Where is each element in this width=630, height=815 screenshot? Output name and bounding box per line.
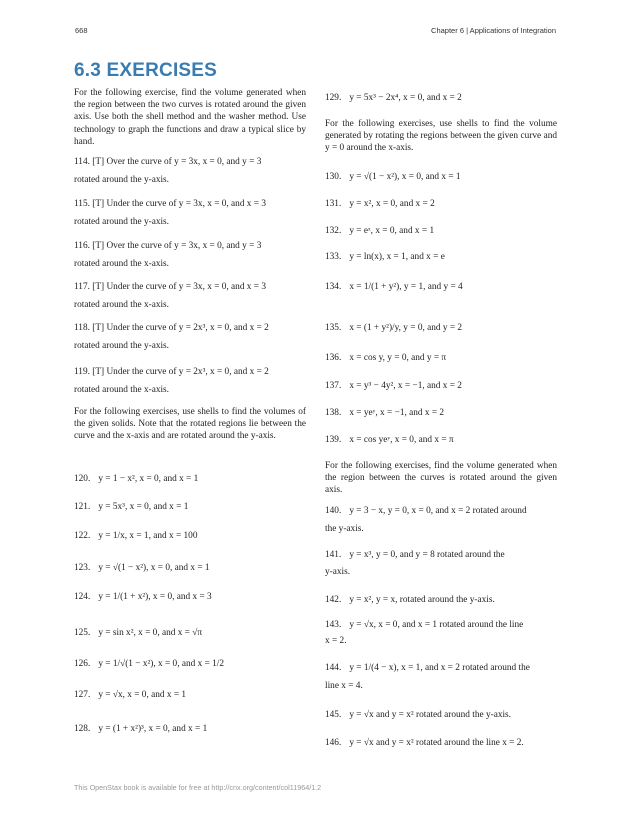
exercise-text: [T] Under the curve of y = 2x³, x = 0, and x = 2	[92, 367, 269, 377]
exercise-number: 136.	[325, 353, 342, 363]
exercise-continuation: rotated around the x-axis.	[74, 385, 170, 396]
exercise-continuation: line x = 4.	[325, 681, 363, 692]
exercise-text: [T] Over the curve of y = 3x, x = 0, and y = 3	[92, 157, 262, 167]
exercise-number: 146.	[325, 738, 342, 748]
exercise-text: y = eˣ, x = 0, and x = 1	[349, 226, 435, 236]
page-number: 668	[75, 26, 88, 35]
exercise-text: y = x², x = 0, and x = 2	[349, 199, 435, 209]
exercise-continuation: rotated around the x-axis.	[74, 300, 170, 311]
exercise-number: 124.	[74, 592, 91, 602]
instructions-paragraph: For the following exercises, find the volume generated when the region between the curves is rotated around the given axis.	[325, 461, 557, 496]
exercise-number: 123.	[74, 563, 91, 573]
exercise-continuation: rotated around the y-axis.	[74, 341, 170, 352]
exercise-text: y = 5x³ − 2x⁴, x = 0, and x = 2	[349, 93, 462, 103]
exercise-continuation: y-axis.	[325, 567, 351, 578]
exercise-127	[74, 689, 306, 701]
exercise-number: 120.	[74, 474, 91, 484]
exercise-text: y = 1/(1 + x²), x = 0, and x = 3	[98, 592, 212, 602]
exercise-text: y = √x and y = x² rotated around the y-axis.	[349, 710, 511, 720]
exercise-120	[74, 473, 306, 485]
exercise-text: x = y³ − 4y², x = −1, and x = 2	[349, 381, 462, 391]
instructions-paragraph: For the following exercise, find the volume generated when the region between the two curves is rotated around the given axis. Use both the shell method and the washer method. Use technology to graph the functions and draw a typical slice by hand.	[74, 88, 306, 147]
exercise-text: y = √(1 − x²), x = 0, and x = 1	[349, 172, 461, 182]
exercise-continuation: rotated around the y-axis.	[74, 175, 170, 186]
exercise-117	[74, 281, 306, 311]
exercise-text: x = (1 + y²)/y, y = 0, and y = 2	[349, 323, 463, 333]
exercise-number: 126.	[74, 659, 91, 669]
exercise-text: y = ln(x), x = 1, and x = e	[349, 252, 445, 262]
exercise-number: 142.	[325, 595, 342, 605]
exercise-text: y = 1 − x², x = 0, and x = 1	[98, 474, 199, 484]
exercise-122	[74, 530, 306, 542]
exercise-text: [T] Under the curve of y = 2x³, x = 0, and x = 2	[92, 323, 269, 333]
exercise-number: 139.	[325, 435, 342, 445]
exercise-144	[325, 662, 557, 692]
exercise-text: x = 1/(1 + y²), y = 1, and y = 4	[349, 282, 463, 292]
exercise-text: y = √x, x = 0, and x = 1 rotated around the line	[349, 620, 524, 630]
exercise-text: y = √x and y = x² rotated around the line x = 2.	[349, 738, 524, 748]
exercise-133	[325, 251, 557, 263]
exercise-number: 115.	[74, 199, 90, 209]
exercise-128	[74, 723, 306, 735]
exercise-136	[325, 352, 557, 364]
exercise-134	[325, 281, 557, 293]
exercise-142	[325, 594, 557, 606]
exercise-125	[74, 627, 306, 639]
exercise-number: 141.	[325, 550, 342, 560]
exercise-text: y = √x, x = 0, and x = 1	[98, 690, 187, 700]
exercise-number: 122.	[74, 531, 91, 541]
exercise-text: y = 1/(4 − x), x = 1, and x = 2 rotated around the	[349, 663, 530, 673]
exercise-text: y = x², y = x, rotated around the y-axis.	[349, 595, 495, 605]
exercise-text: x = cos yeʸ, x = 0, and x = π	[349, 435, 454, 445]
exercise-137	[325, 380, 557, 392]
exercise-124	[74, 591, 306, 603]
exercise-130	[325, 171, 557, 183]
exercise-135	[325, 322, 557, 334]
exercise-number: 145.	[325, 710, 342, 720]
chapter-header: Chapter 6 | Applications of Integration	[431, 26, 556, 35]
exercise-continuation: x = 2.	[325, 636, 347, 647]
exercise-145	[325, 709, 557, 721]
exercise-text: [T] Under the curve of y = 3x, x = 0, and x = 3	[92, 282, 266, 292]
exercise-text: [T] Under the curve of y = 3x, x = 0, and x = 3	[92, 199, 266, 209]
exercise-139	[325, 434, 557, 446]
exercise-126	[74, 658, 306, 670]
exercise-number: 119.	[74, 367, 90, 377]
exercise-continuation: rotated around the x-axis.	[74, 259, 170, 270]
exercise-number: 125.	[74, 628, 91, 638]
exercise-text: x = yeʸ, x = −1, and x = 2	[349, 408, 445, 418]
exercise-119	[74, 366, 306, 396]
exercise-text: y = 1/√(1 − x²), x = 0, and x = 1/2	[98, 659, 225, 669]
instructions-paragraph: For the following exercises, use shells to find the volumes of the given solids. Note that the rotated regions lie between the curve and the x-axis and are rotated around the y-axis.	[74, 407, 306, 442]
exercise-number: 144.	[325, 663, 342, 673]
exercise-number: 140.	[325, 506, 342, 516]
exercise-number: 134.	[325, 282, 342, 292]
exercise-141	[325, 549, 557, 578]
exercise-116	[74, 240, 306, 270]
exercise-continuation: rotated around the y-axis.	[74, 217, 170, 228]
exercise-text: y = √(1 − x²), x = 0, and x = 1	[98, 563, 210, 573]
exercise-146	[325, 737, 557, 749]
exercise-text: y = x³, y = 0, and y = 8 rotated around the	[349, 550, 505, 560]
exercise-number: 137.	[325, 381, 342, 391]
page-footer: This OpenStax book is available for free at http://cnx.org/content/col11964/1.2	[74, 783, 322, 792]
exercise-129	[325, 92, 557, 104]
exercise-number: 129.	[325, 93, 342, 103]
exercise-continuation: the y-axis.	[325, 524, 364, 535]
section-title: 6.3 EXERCISES	[74, 60, 218, 81]
exercise-number: 143.	[325, 620, 342, 630]
exercise-text: y = 1/x, x = 1, and x = 100	[98, 531, 198, 541]
exercise-number: 121.	[74, 502, 91, 512]
instructions-paragraph: For the following exercises, use shells to find the volume generated by rotating the regions between the given curve and y = 0 around the x-axis.	[325, 119, 557, 154]
exercise-text: x = cos y, y = 0, and y = π	[349, 353, 447, 363]
exercise-number: 117.	[74, 282, 90, 292]
exercise-text: y = (1 + x²)³, x = 0, and x = 1	[98, 724, 208, 734]
exercise-118	[74, 322, 306, 352]
exercise-number: 118.	[74, 323, 90, 333]
exercise-number: 135.	[325, 323, 342, 333]
exercise-text: y = sin x², x = 0, and x = √π	[98, 628, 203, 638]
exercise-121	[74, 501, 306, 513]
exercise-number: 116.	[74, 241, 90, 251]
exercise-number: 128.	[74, 724, 91, 734]
exercise-132	[325, 225, 557, 237]
exercise-140	[325, 505, 557, 535]
exercise-text: [T] Over the curve of y = 3x, x = 0, and y = 3	[92, 241, 262, 251]
exercise-143	[325, 619, 557, 647]
exercise-131	[325, 198, 557, 210]
exercise-number: 138.	[325, 408, 342, 418]
exercise-number: 127.	[74, 690, 91, 700]
exercise-138	[325, 407, 557, 419]
exercise-number: 133.	[325, 252, 342, 262]
exercise-123	[74, 562, 306, 574]
exercise-number: 132.	[325, 226, 342, 236]
exercise-114	[74, 156, 306, 186]
exercise-text: y = 3 − x, y = 0, x = 0, and x = 2 rotated around	[349, 506, 527, 516]
exercise-number: 114.	[74, 157, 90, 167]
exercise-text: y = 5x³, x = 0, and x = 1	[98, 502, 189, 512]
exercise-number: 130.	[325, 172, 342, 182]
exercise-115	[74, 198, 306, 228]
exercise-number: 131.	[325, 199, 342, 209]
